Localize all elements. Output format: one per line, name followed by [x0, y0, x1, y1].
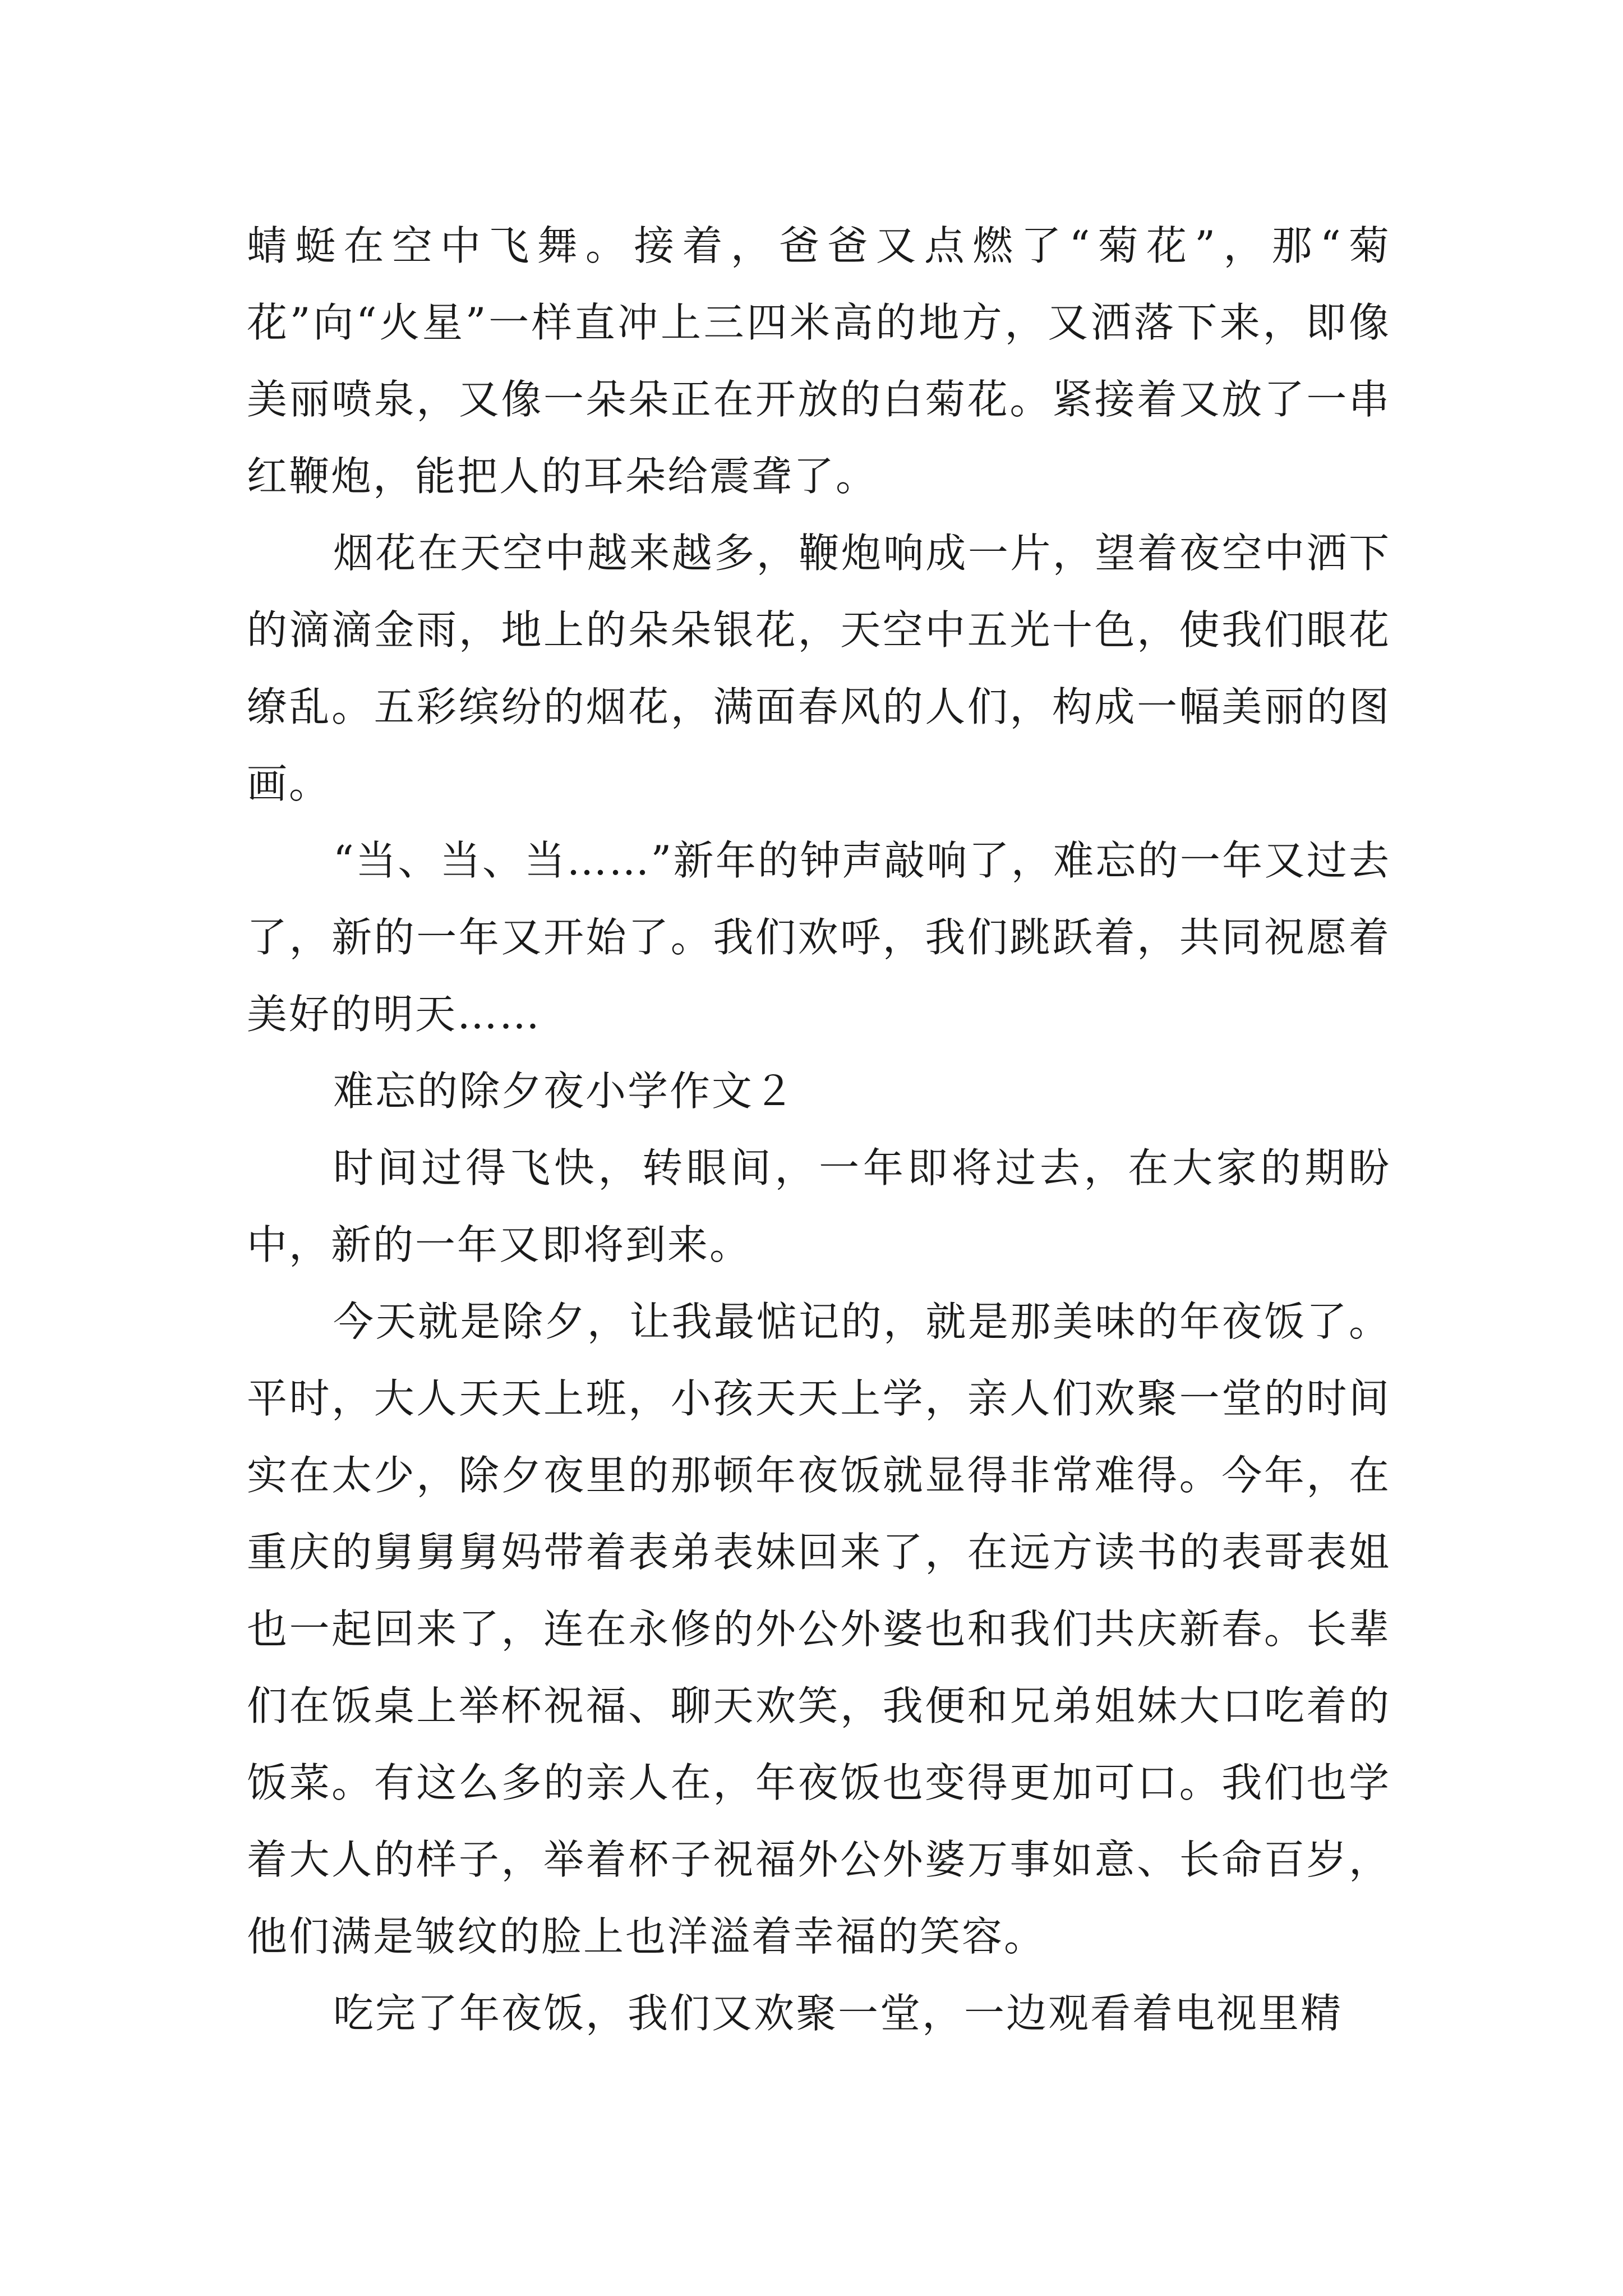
paragraph-after-dinner: 吃完了年夜饭，我们又欢聚一堂，一边观看着电视里精	[333, 1990, 1343, 2037]
paragraph-fireworks-continued: 蜻蜓在空中飞舞。接着，爸爸又点燃了“菊花”，那“菊花”向“火星”一样直冲上三四米高的地方，又洒落下来，即像美丽喷泉，又像一朵朵正在开放的白菊花。紧接着又放了一串红鞭炮，能把人的耳朵给震聋了。	[247, 222, 1391, 500]
document-body	[247, 208, 1391, 2052]
paragraph-fireworks-sky: 烟花在天空中越来越多，鞭炮响成一片，望着夜空中洒下的滴滴金雨，地上的朵朵银花，天空中五光十色，使我们眼花缭乱。五彩缤纷的烟花，满面春风的人们，构成一幅美丽的图画。	[247, 530, 1391, 807]
paragraph-new-year-bell: “当、当、当……”新年的钟声敲响了，难忘的一年又过去了，新的一年又开始了。我们欢呼，我们跳跃着，共同祝愿着美好的明天……	[247, 837, 1391, 1038]
paragraph-time-flies: 时间过得飞快，转眼间，一年即将过去，在大家的期盼中，新的一年又即将到来。	[247, 1144, 1391, 1268]
paragraph-reunion-dinner: 今天就是除夕，让我最惦记的，就是那美味的年夜饭了。平时，大人天天上班，小孩天天上学，亲人们欢聚一堂的时间实在太少，除夕夜里的那顿年夜饭就显得非常难得。今年，在重庆的舅舅舅妈带着表弟表妹回来了，在远方读书的表哥表姐也一起回来了，连在永修的外公外婆也和我们共庆新春。长辈们在饭桌上举杯祝福、聊天欢笑，我便和兄弟姐妹大口吃着的饭菜。有这么多的亲人在，年夜饭也变得更加可口。我们也学着大人的样子，举着杯子祝福外公外婆万事如意、长命百岁，他们满是皱纹的脸上也洋溢着幸福的笑容。	[247, 1298, 1391, 1960]
essay-heading: 难忘的除夕夜小学作文２	[333, 1068, 796, 1115]
